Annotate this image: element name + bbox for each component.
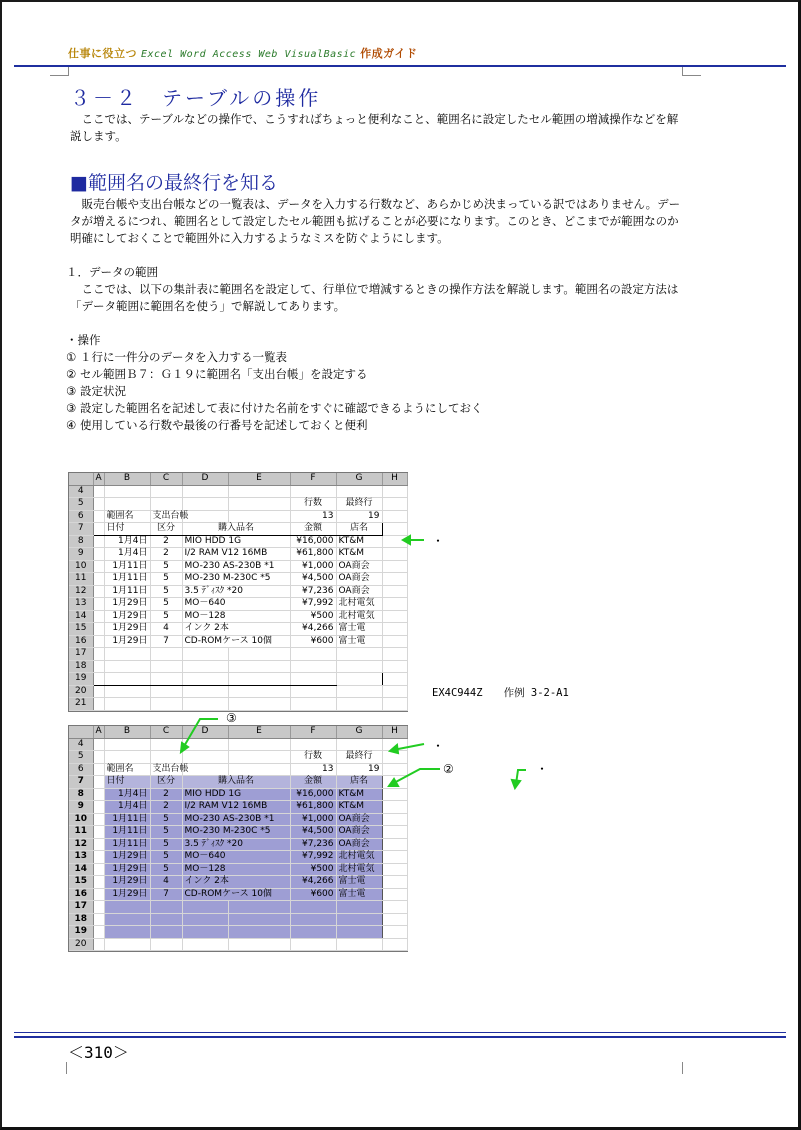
row-header[interactable]: 17 [69, 901, 93, 914]
column-header[interactable]: H [382, 473, 407, 485]
ops-step-5: ④ 使用している行数や最後の行番号を記述しておくと便利 [66, 418, 368, 432]
row-header[interactable]: 12 [69, 838, 93, 851]
cell-category[interactable]: 5 [150, 826, 182, 839]
column-header[interactable]: F [290, 726, 336, 738]
cell[interactable]: 金額 [290, 523, 336, 536]
cell[interactable]: 支出台帳 [150, 510, 182, 523]
cell-amount[interactable]: ¥1,000 [290, 813, 336, 826]
callout-2: ② [443, 762, 454, 776]
row-header[interactable]: 18 [69, 660, 93, 673]
cell-item[interactable]: インク 2本 [182, 623, 290, 636]
row-header[interactable]: 7 [69, 776, 93, 789]
cell-category[interactable]: 5 [150, 573, 182, 586]
cell-shop[interactable]: OA商会 [336, 585, 382, 598]
row-header[interactable]: 6 [69, 510, 93, 523]
cell-category[interactable]: 5 [150, 851, 182, 864]
row-header[interactable]: 11 [69, 573, 93, 586]
cell-shop[interactable]: 北村電気 [336, 851, 382, 864]
cell-category[interactable]: 5 [150, 585, 182, 598]
cell[interactable]: 支出台帳 [150, 763, 182, 776]
corner-mark [66, 1062, 67, 1074]
cell-shop[interactable]: 富士電 [336, 876, 382, 889]
cell[interactable]: 最終行 [336, 751, 382, 764]
cell-shop[interactable]: KT&M [336, 801, 382, 814]
row-header[interactable]: 5 [69, 751, 93, 764]
cell-shop[interactable]: KT&M [336, 548, 382, 561]
column-header[interactable]: A [93, 473, 104, 485]
cell[interactable]: 13 [290, 763, 336, 776]
cell-date[interactable]: 1月29日 [104, 610, 150, 623]
cell[interactable]: 金額 [290, 776, 336, 789]
column-header[interactable]: H [382, 726, 407, 738]
cell-item[interactable]: MO－640 [182, 851, 290, 864]
row-header[interactable]: 11 [69, 826, 93, 839]
cell-item[interactable]: MO-230 AS-230B *1 [182, 560, 290, 573]
row-header[interactable]: 7 [69, 523, 93, 536]
row-header[interactable]: 15 [69, 876, 93, 889]
row-header[interactable]: 15 [69, 623, 93, 636]
column-header[interactable]: E [228, 726, 290, 738]
cell-shop[interactable]: OA商会 [336, 826, 382, 839]
cell-amount[interactable]: ¥1,000 [290, 560, 336, 573]
row-header[interactable]: 8 [69, 788, 93, 801]
row-header[interactable]: 8 [69, 535, 93, 548]
cell-shop[interactable]: KT&M [336, 788, 382, 801]
cell-date[interactable]: 1月29日 [104, 851, 150, 864]
footer-rule [14, 1032, 786, 1033]
callout-dot-2: ・ [432, 739, 445, 753]
column-header[interactable]: B [104, 473, 150, 485]
cell-date[interactable]: 1月29日 [104, 888, 150, 901]
row-header[interactable]: 14 [69, 610, 93, 623]
cell[interactable]: 店名 [336, 523, 382, 536]
arrow-2-head [389, 779, 398, 786]
cell-amount[interactable]: ¥500 [290, 610, 336, 623]
row-header[interactable]: 21 [69, 698, 93, 711]
cell-date[interactable]: 1月4日 [104, 788, 150, 801]
cell[interactable]: 行数 [290, 751, 336, 764]
cell-amount[interactable]: ¥16,000 [290, 788, 336, 801]
cell-shop[interactable]: KT&M [336, 535, 382, 548]
cell[interactable]: 日付 [104, 523, 150, 536]
page-number: ＜310＞ [68, 1043, 129, 1062]
corner-mark [682, 1062, 683, 1074]
body-paragraph-1: 販売台帳や支出台帳などの一覧表は、データを入力する行数など、あらかじめ決まっている訳ではありません。データが増えるにつれ、範囲名として設定したセル範囲も拡げることが必要になります。このとき、どこまでが範囲なのか明確にしておくことで範囲外に入力するようなミスを防ぐようにします。 [70, 197, 681, 245]
cell[interactable]: 区分 [150, 523, 182, 536]
cell-shop[interactable]: 北村電気 [336, 610, 382, 623]
row-header[interactable]: 6 [69, 763, 93, 776]
cell-date[interactable]: 1月11日 [104, 813, 150, 826]
column-header[interactable]: E [228, 473, 290, 485]
cell-shop[interactable]: 富士電 [336, 635, 382, 648]
cell-item[interactable]: インク 2本 [182, 876, 290, 889]
cell-date[interactable]: 1月4日 [104, 548, 150, 561]
cell-date[interactable]: 1月29日 [104, 876, 150, 889]
cell-shop[interactable]: OA商会 [336, 838, 382, 851]
cell-item[interactable]: CD-ROMケース 10個 [182, 635, 290, 648]
cell-category[interactable]: 7 [150, 635, 182, 648]
cell-date[interactable]: 1月29日 [104, 623, 150, 636]
cell-category[interactable]: 5 [150, 813, 182, 826]
cell-amount[interactable]: ¥600 [290, 635, 336, 648]
arrow-1-head [403, 536, 410, 544]
cell-shop[interactable]: 富士電 [336, 623, 382, 636]
arrow-5-head [512, 780, 520, 788]
row-header[interactable]: 9 [69, 548, 93, 561]
cell-amount[interactable]: ¥61,800 [290, 801, 336, 814]
cell[interactable]: 13 [290, 510, 336, 523]
row-header[interactable]: 9 [69, 801, 93, 814]
figure-caption: EX4C944Z 作例 3-2-A1 [432, 687, 569, 699]
row-header[interactable]: 12 [69, 585, 93, 598]
cell-item[interactable]: I/2 RAM V12 16MB [182, 548, 290, 561]
row-header[interactable]: 4 [69, 485, 93, 498]
cell[interactable]: 区分 [150, 776, 182, 789]
cell-date[interactable]: 1月11日 [104, 560, 150, 573]
cell-category[interactable]: 2 [150, 801, 182, 814]
ops-step-2: ② セル範囲Ｂ７：Ｇ１９に範囲名「支出台帳」を設定する [66, 367, 368, 381]
cell[interactable]: 範囲名 [104, 510, 150, 523]
intro-paragraph: ここでは、テーブルなどの操作で、こうすればちょっと便利なこと、範囲名に設定したセル範囲の増減操作などを解説します。 [70, 112, 679, 143]
arrow-2 [392, 769, 440, 784]
row-header[interactable]: 19 [69, 926, 93, 939]
cell-item[interactable]: 3.5 ﾃﾞｨｽｸ *20 [182, 838, 290, 851]
cell-amount[interactable]: ¥7,236 [290, 585, 336, 598]
cell-item[interactable]: MIO HDD 1G [182, 788, 290, 801]
cell-category[interactable]: 2 [150, 788, 182, 801]
cell-item[interactable]: 3.5 ﾃﾞｨｽｸ *20 [182, 585, 290, 598]
cell-item[interactable]: CD-ROMケース 10個 [182, 888, 290, 901]
arrow-3-head [181, 743, 188, 752]
ops-step-4: ③ 設定した範囲名を記述して表に付けた名前をすぐに確認できるようにしておく [66, 401, 483, 415]
column-header[interactable]: B [104, 726, 150, 738]
cell-amount[interactable]: ¥500 [290, 863, 336, 876]
cell[interactable]: 範囲名 [104, 763, 150, 776]
cell-amount[interactable]: ¥16,000 [290, 535, 336, 548]
callout-3: ③ [226, 711, 237, 725]
cell-category[interactable]: 5 [150, 838, 182, 851]
row-header[interactable]: 16 [69, 635, 93, 648]
column-header[interactable]: D [182, 726, 228, 738]
row-header[interactable]: 19 [69, 673, 93, 686]
row-header[interactable]: 16 [69, 888, 93, 901]
cell-date[interactable]: 1月11日 [104, 585, 150, 598]
ops-step-1: ① １行に一件分のデータを入力する一覧表 [66, 350, 287, 364]
cell-category[interactable]: 5 [150, 610, 182, 623]
row-header[interactable]: 20 [69, 685, 93, 698]
cell-item[interactable]: I/2 RAM V12 16MB [182, 801, 290, 814]
column-header[interactable]: A [93, 726, 104, 738]
cell-date[interactable]: 1月11日 [104, 826, 150, 839]
cell-shop[interactable]: OA商会 [336, 560, 382, 573]
column-header[interactable]: F [290, 473, 336, 485]
header-prefix: 仕事に役立つ [68, 47, 137, 60]
row-header[interactable]: 17 [69, 648, 93, 661]
body-paragraph-2: ここでは、以下の集計表に範囲名を設定して、行単位で増減するときの操作方法を解説します。範囲名の設定方法は「データ範囲に範囲名を使う」で解説してあります。 [70, 282, 679, 313]
cell[interactable]: 店名 [336, 776, 382, 789]
row-header[interactable]: 10 [69, 560, 93, 573]
callout-dot-1: ・ [432, 534, 445, 548]
cell-amount[interactable]: ¥4,266 [290, 876, 336, 889]
cell[interactable]: 購入品名 [182, 523, 290, 536]
cell-item[interactable]: MO-230 AS-230B *1 [182, 813, 290, 826]
row-header[interactable]: 13 [69, 598, 93, 611]
cell-item[interactable]: MO-230 M-230C *5 [182, 826, 290, 839]
cell[interactable]: 行数 [290, 498, 336, 511]
cell-item[interactable]: MO-230 M-230C *5 [182, 573, 290, 586]
cell-item[interactable]: MO－128 [182, 863, 290, 876]
cell-date[interactable]: 1月29日 [104, 598, 150, 611]
cell-amount[interactable]: ¥7,992 [290, 851, 336, 864]
column-header[interactable]: C [150, 473, 182, 485]
cell-date[interactable]: 1月11日 [104, 838, 150, 851]
cell-date[interactable]: 1月4日 [104, 801, 150, 814]
section-title: ３－２ テーブルの操作 [70, 86, 322, 110]
cell-category[interactable]: 4 [150, 876, 182, 889]
cell-amount[interactable]: ¥4,266 [290, 623, 336, 636]
cell-item[interactable]: MO－128 [182, 610, 290, 623]
row-header[interactable]: 4 [69, 738, 93, 751]
item-heading: １．データの範囲 [66, 265, 158, 279]
row-header[interactable]: 20 [69, 938, 93, 951]
cell-shop[interactable]: OA商会 [336, 573, 382, 586]
cell-date[interactable]: 1月11日 [104, 573, 150, 586]
callout-dot-3: ・ [536, 762, 549, 776]
row-header[interactable]: 18 [69, 913, 93, 926]
cell-date[interactable]: 1月29日 [104, 635, 150, 648]
cell-item[interactable]: MIO HDD 1G [182, 535, 290, 548]
column-header[interactable]: C [150, 726, 182, 738]
row-header[interactable]: 14 [69, 863, 93, 876]
cell-category[interactable]: 5 [150, 598, 182, 611]
arrow-4-head [390, 745, 398, 753]
cell-category[interactable]: 2 [150, 535, 182, 548]
cell[interactable]: 19 [336, 763, 382, 776]
cell-item[interactable]: MO－640 [182, 598, 290, 611]
cell-category[interactable]: 5 [150, 863, 182, 876]
ops-step-3: ③ 設定状況 [66, 384, 126, 398]
cell-category[interactable]: 5 [150, 560, 182, 573]
cell-amount[interactable]: ¥7,236 [290, 838, 336, 851]
cell-category[interactable]: 4 [150, 623, 182, 636]
cell-shop[interactable]: 富士電 [336, 888, 382, 901]
cell-date[interactable]: 1月29日 [104, 863, 150, 876]
cell-shop[interactable]: 北村電気 [336, 598, 382, 611]
cell-amount[interactable]: ¥7,992 [290, 598, 336, 611]
cell-amount[interactable]: ¥61,800 [290, 548, 336, 561]
cell[interactable]: 日付 [104, 776, 150, 789]
header-apps: Excel Word Access Web VisualBasic [141, 49, 357, 60]
cell-amount[interactable]: ¥4,500 [290, 573, 336, 586]
row-header[interactable]: 10 [69, 813, 93, 826]
header-suffix: 作成ガイド [360, 47, 418, 60]
subsection-title: ■範囲名の最終行を知る [70, 172, 278, 194]
cell-date[interactable]: 1月4日 [104, 535, 150, 548]
cell[interactable]: 購入品名 [182, 776, 290, 789]
column-header[interactable]: G [336, 473, 382, 485]
cell[interactable]: 最終行 [336, 498, 382, 511]
footer-rule [14, 1036, 786, 1038]
cell[interactable]: 19 [336, 510, 382, 523]
row-header[interactable]: 13 [69, 851, 93, 864]
cell-amount[interactable]: ¥4,500 [290, 826, 336, 839]
cell-shop[interactable]: 北村電気 [336, 863, 382, 876]
column-header[interactable]: D [182, 473, 228, 485]
cell-category[interactable]: 7 [150, 888, 182, 901]
ops-heading: ・操作 [66, 333, 101, 347]
column-header[interactable]: G [336, 726, 382, 738]
cell-category[interactable]: 2 [150, 548, 182, 561]
row-header[interactable]: 5 [69, 498, 93, 511]
cell-shop[interactable]: OA商会 [336, 813, 382, 826]
cell-amount[interactable]: ¥600 [290, 888, 336, 901]
arrow-3 [183, 719, 218, 748]
